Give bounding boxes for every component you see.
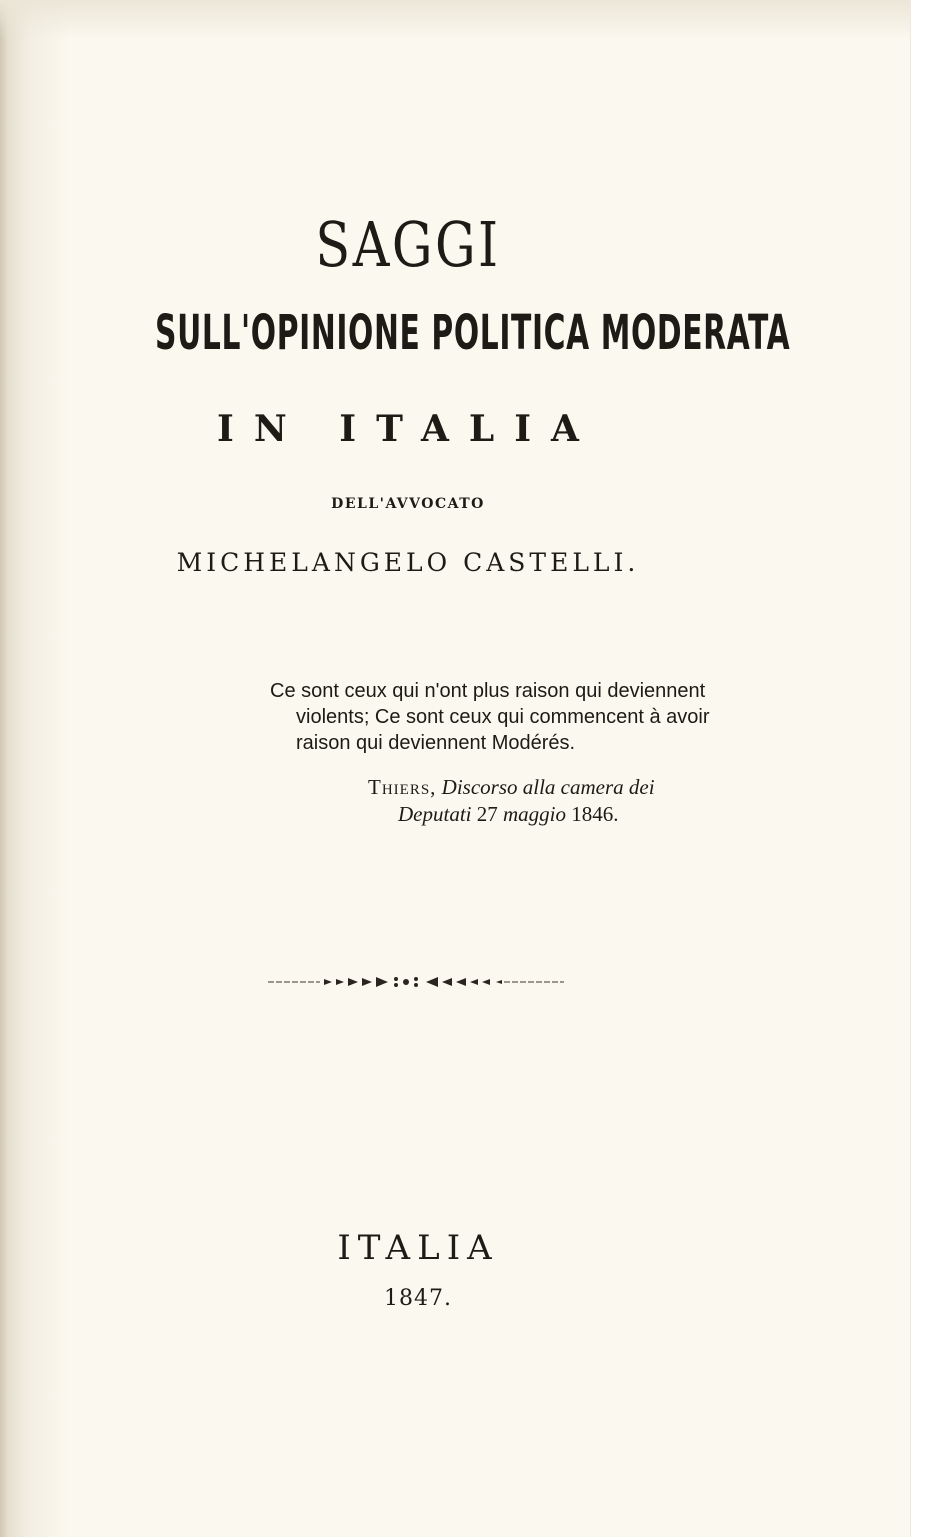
- book-title: SAGGI: [315, 208, 501, 281]
- attribution-line: [368, 774, 788, 801]
- author-name: MICHELANGELO CASTELLI.: [176, 548, 640, 577]
- attribution-author: Thiers,: [368, 775, 437, 799]
- attribution-day: 27: [476, 802, 498, 826]
- attribution-source-cont: Deputati: [398, 802, 472, 826]
- epigraph-line: violents; Ce sont ceux qui commencent à avoir: [296, 706, 710, 728]
- book-subtitle-region: IN ITALIA: [217, 408, 599, 450]
- epigraph-line: Ce sont ceux qui n'ont plus raison qui deviennent: [270, 680, 706, 702]
- page-top-stain: [0, 0, 927, 40]
- attribution-year: 1846.: [571, 802, 619, 826]
- page-right-margin: [910, 0, 927, 1537]
- author-byline: DELL'AVVOCATO: [331, 496, 485, 512]
- imprint-place: ITALIA: [337, 1228, 499, 1268]
- epigraph-attribution: [368, 774, 788, 828]
- printer-ornament-icon: [268, 974, 564, 990]
- attribution-month: maggio: [503, 802, 566, 826]
- attribution-source: Discorso alla camera dei: [441, 775, 655, 799]
- epigraph: [270, 678, 770, 756]
- book-subtitle: SULL'OPINIONE POLITICA MODERATA: [155, 305, 791, 361]
- epigraph-line: raison qui deviennent Modérés.: [296, 732, 576, 754]
- imprint-year: 1847.: [384, 1286, 452, 1311]
- attribution-line: [368, 801, 788, 828]
